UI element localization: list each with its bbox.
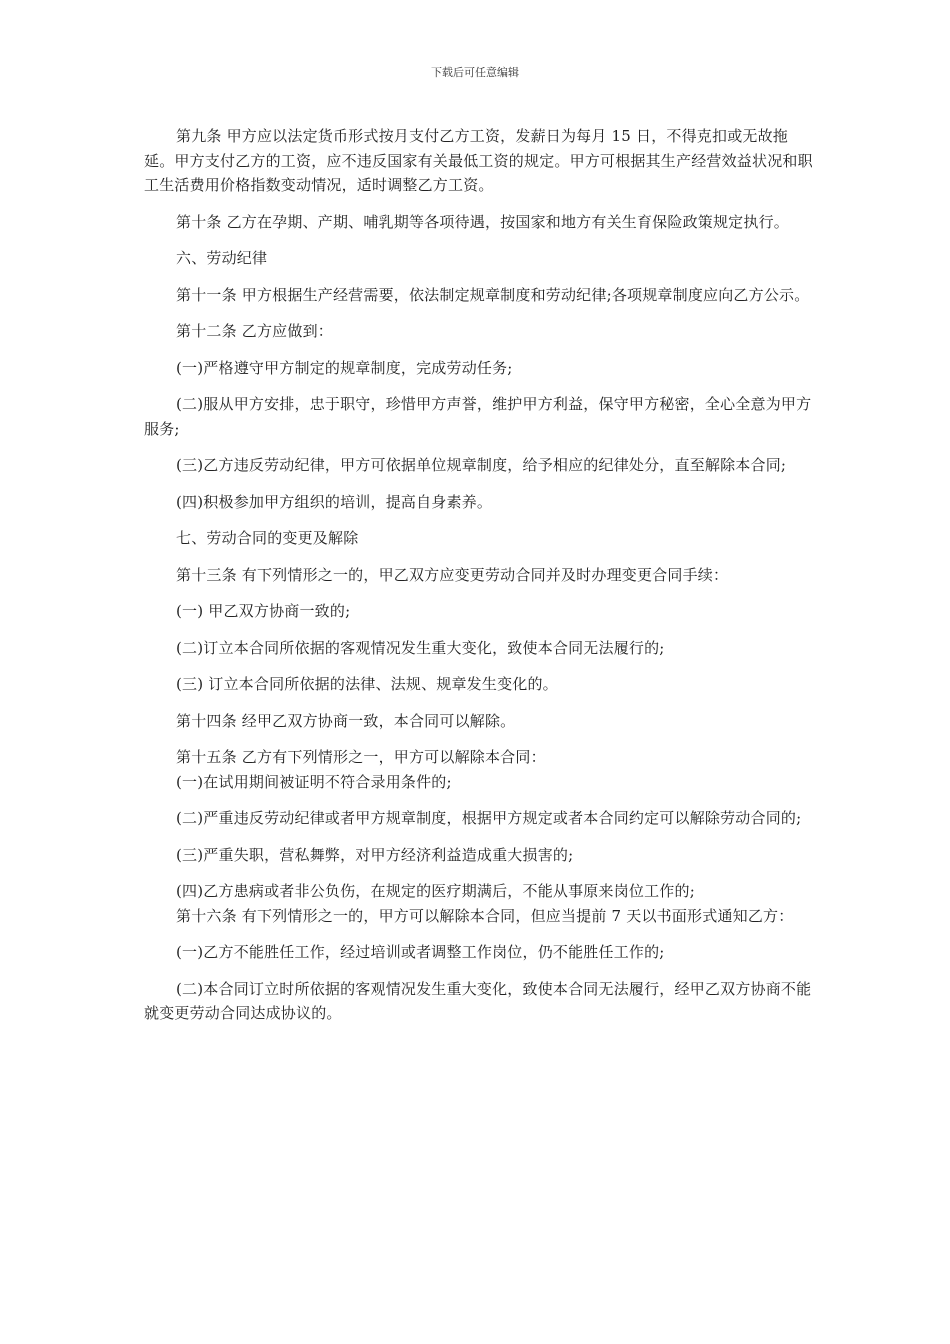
article-13-item-2: (二)订立本合同所依据的客观情况发生重大变化，致使本合同无法履行的;: [176, 638, 665, 657]
article-16-item-1: (一)乙方不能胜任工作，经过培训或者调整工作岗位，仍不能胜任工作的;: [176, 943, 665, 961]
article-14: 第十四条 经甲乙双方协商一致，本合同可以解除。: [176, 711, 516, 730]
article-16-item-2: (二)本合同订立时所依据的客观情况发生重大变化，致使本合同无法履行，经甲乙双方协商不能就变更劳动合同达成协议的。: [144, 979, 812, 1022]
article-15-item-2: (二)严重违反劳动纪律或者甲方规章制度，根据甲方规定或者本合同约定可以解除劳动合同的;: [176, 809, 802, 827]
section-heading-labor-discipline: 六、劳动纪律: [176, 249, 268, 267]
article-15-item-1: (一)在试用期间被证明不符合录用条件的;: [176, 772, 452, 791]
article-15: 第十五条 乙方有下列情形之一，甲方可以解除本合同：: [176, 748, 546, 766]
article-12-item-3: (三)乙方违反劳动纪律，甲方可依据单位规章制度，给予相应的纪律处分，直至解除本合同;: [176, 456, 787, 474]
article-12: 第十二条 乙方应做到：: [176, 322, 333, 340]
article-12-item-4: (四)积极参加甲方组织的培训，提高自身素养。: [176, 492, 493, 511]
article-13-item-3: (三) 订立本合同所依据的法律、法规、规章发生变化的。: [176, 675, 558, 693]
section-heading-contract-change: 七、劳动合同的变更及解除: [176, 529, 359, 547]
article-13-item-1: (一) 甲乙双方协商一致的;: [176, 602, 351, 620]
article-15-item-4: (四)乙方患病或者非公负伤，在规定的医疗期满后，不能从事原来岗位工作的;: [176, 882, 695, 900]
article-9: 第九条 甲方应以法定货币形式按月支付乙方工资，发薪日为每月 15 日，不得克扣或无故拖延。甲方支付乙方的工资，应不违反国家有关最低工资的规定。甲方可根据其生产经营效益状况和职工生活费用价格指数变动情况，适时调整乙方工资。: [144, 127, 813, 194]
document-body: [144, 124, 816, 1038]
page-header: 下载后可任意编辑: [431, 66, 519, 79]
article-12-item-1: (一)严格遵守甲方制定的规章制度，完成劳动任务;: [176, 358, 513, 377]
article-10: 第十条 乙方在孕期、产期、哺乳期等各项待遇，按国家和地方有关生育保险政策规定执行。: [176, 212, 789, 231]
article-16: 第十六条 有下列情形之一的，甲方可以解除本合同，但应当提前 7 天以书面形式通知乙方：: [176, 906, 794, 925]
article-15-item-3: (三)严重失职，营私舞弊，对甲方经济利益造成重大损害的;: [176, 845, 574, 864]
article-13: 第十三条 有下列情形之一的，甲乙双方应变更劳动合同并及时办理变更合同手续：: [176, 565, 729, 584]
article-12-item-2: (二)服从甲方安排，忠于职守，珍惜甲方声誉，维护甲方利益，保守甲方秘密，全心全意为甲方服务;: [144, 395, 812, 438]
article-11: 第十一条 甲方根据生产经营需要，依法制定规章制度和劳动纪律;各项规章制度应向乙方公示。: [176, 285, 810, 304]
